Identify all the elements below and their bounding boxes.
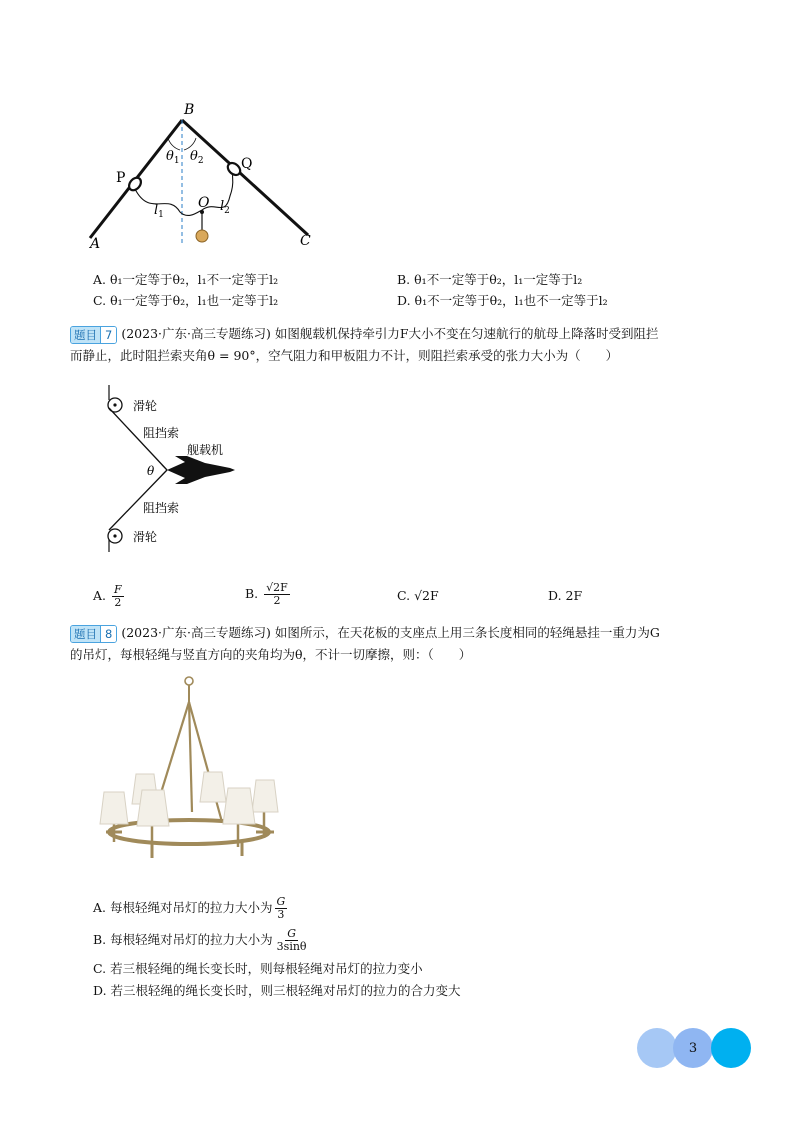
q7-option-b[interactable]: B. $\frac{√2F}{2}$ [245,581,288,607]
rope-l1 [135,189,202,215]
q8-stem: 题目 8 (2023·广东·高三专题练习) 如图所示，在天花板的支座点上用三条长度相同的轻绳悬挂一重力为G 的吊灯，每根轻绳与竖直方向的夹角均为θ，不计一切摩擦，则：（ ） [70,625,660,662]
shade-6 [223,788,255,824]
figure-rope-rings [80,100,340,255]
page-circle-right [711,1028,751,1068]
q8-option-c[interactable]: C. 若三根轻绳的绳长变长时，则每根轻绳对吊灯的拉力变小 [93,961,423,976]
q7-tag: 题目 7 [70,326,117,344]
label-plane: 舰载机 [187,443,224,457]
rod-bc [182,120,308,235]
label-q: Q [241,156,253,172]
q7-option-d[interactable]: D. 2F [548,588,583,603]
q6-option-b[interactable]: B. θ₁不一定等于θ₂，l₁一定等于l₂ [397,272,583,287]
label-a: A [90,236,101,252]
label-cable-bottom: 阻挡索 [143,501,180,515]
shade-1 [100,792,128,824]
label-theta1: $\theta_1$ [166,149,180,166]
shade-3 [200,772,226,802]
label-theta2: $\theta_2$ [190,149,204,166]
label-pulley-top: 滑轮 [133,399,158,413]
weight-ball [196,230,208,242]
q7-option-a[interactable]: A. $\frac{F}{2}$ [93,583,122,609]
q7-option-c[interactable]: C. √2F [397,588,439,603]
label-cable-top: 阻挡索 [143,426,180,440]
page-number: 3 [673,1028,713,1068]
label-o: O [198,195,210,211]
q8-option-b[interactable]: B. 每根轻绳对吊灯的拉力大小为 $\frac{G}{3\sin\theta}$ [93,927,307,953]
q8-option-d[interactable]: D. 若三根轻绳的绳长变长时，则三根轻绳对吊灯的拉力的合力变大 [93,983,461,998]
shade-5 [137,790,169,826]
label-l1: $l_1$ [154,203,164,220]
q8-option-a[interactable]: A. 每根轻绳对吊灯的拉力大小为 $\frac{G}{3}$ [93,895,286,921]
q8-tag: 题目 8 [70,625,117,643]
page-circle-left [637,1028,677,1068]
plane-shape [167,456,235,484]
label-l2: $l_2$ [220,199,230,216]
shade-4 [252,780,278,812]
label-theta: θ [147,464,155,478]
q6-option-c[interactable]: C. θ₁一定等于θ₂，l₁也一定等于l₂ [93,293,279,308]
label-pulley-bottom: 滑轮 [133,530,158,544]
label-c: C [300,233,311,249]
q6-option-d[interactable]: D. θ₁不一定等于θ₂，l₁也不一定等于l₂ [397,293,608,308]
q6-option-a[interactable]: A. θ₁一定等于θ₂，l₁不一定等于l₂ [93,272,279,287]
figure-chandelier [92,672,288,868]
figure-arresting-cable [95,380,295,555]
label-p: P [116,170,126,186]
q7-stem: 题目 7 (2023·广东·高三专题练习) 如图舰载机保持牵引力F大小不变在匀速航行的航母上降落时受到阻拦 而静止，此时阻拦索夹角θ = 90°，空气阻力和甲板阻力不计，则阻拦索承受的张力大小为（ ） [70,326,659,363]
label-b: B [184,102,195,118]
